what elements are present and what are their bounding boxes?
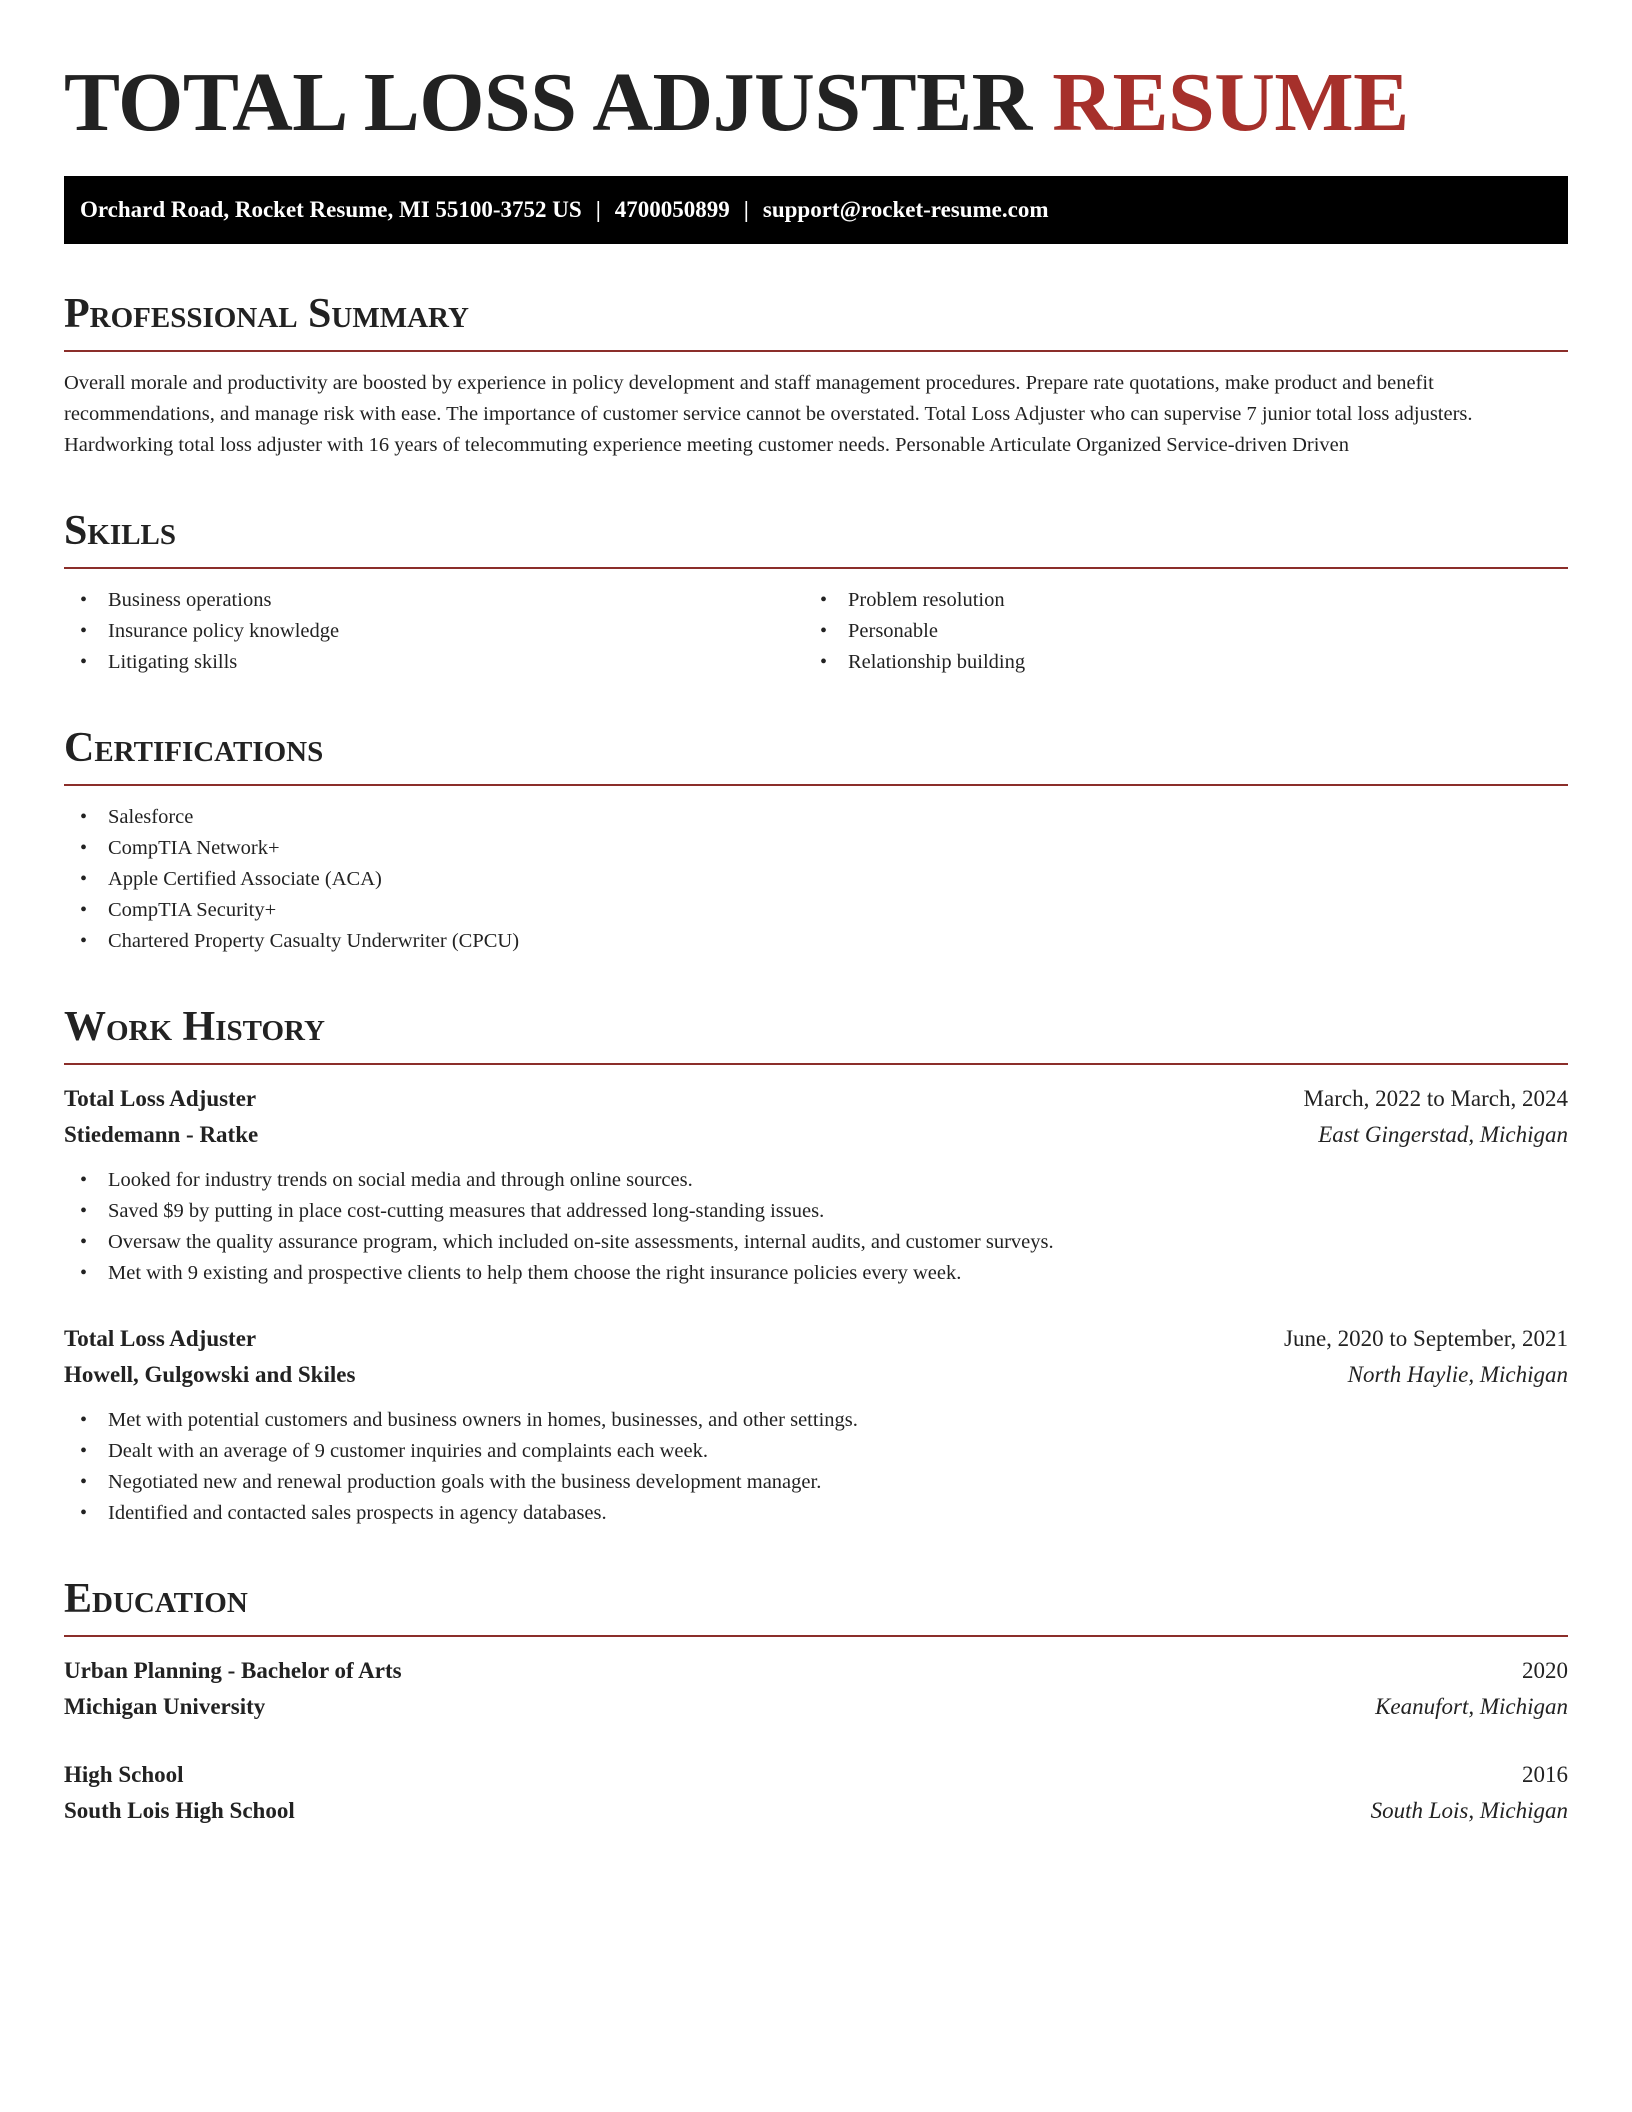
skills-list-left: [64, 585, 804, 678]
certifications-heading: Certifications: [64, 724, 1568, 786]
education-school-row: [64, 1689, 1568, 1725]
job-duty: • Dealt with an average of 9 customer inquiries and complaints each week.: [64, 1436, 1568, 1467]
education-entry: [64, 1653, 1568, 1725]
education-heading: Education: [64, 1575, 1568, 1637]
education-school-row: [64, 1793, 1568, 1829]
job-duty: • Saved $9 by putting in place cost-cutting measures that addressed long-standing issues.: [64, 1196, 1568, 1227]
education-degree: Urban Planning - Bachelor of Arts: [64, 1658, 402, 1683]
skills-list-right: [804, 585, 1544, 678]
contact-phone[interactable]: 4700050899: [614, 197, 730, 222]
job-company-row: [64, 1357, 1568, 1393]
work-history-section: [64, 1003, 1568, 1529]
job-title: Total Loss Adjuster: [64, 1086, 257, 1111]
job-duty: • Met with 9 existing and prospective clients to help them choose the right insurance policies every week.: [64, 1258, 1568, 1289]
contact-separator: |: [595, 197, 601, 222]
skill-item: • Personable: [804, 616, 1544, 647]
skill-item: • Business operations: [64, 585, 804, 616]
job-duty: • Identified and contacted sales prospects in agency databases.: [64, 1498, 1568, 1529]
summary-heading: Professional Summary: [64, 290, 1568, 352]
education-section: [64, 1575, 1568, 1829]
job-location: East Gingerstad, Michigan: [1318, 1122, 1568, 1147]
job-entry: [64, 1081, 1568, 1289]
education-degree-row: [64, 1757, 1568, 1793]
certification-item: • Salesforce: [64, 802, 1568, 833]
education-school: Michigan University: [64, 1694, 266, 1719]
job-dates: June, 2020 to September, 2021: [1284, 1326, 1568, 1351]
job-duty: • Looked for industry trends on social media and through online sources.: [64, 1165, 1568, 1196]
skills-grid: [64, 585, 1568, 678]
certification-item: • Chartered Property Casualty Underwriter (CPCU): [64, 926, 1568, 957]
skills-heading: Skills: [64, 507, 1568, 569]
job-company: Stiedemann - Ratke: [64, 1122, 259, 1147]
education-degree: High School: [64, 1762, 184, 1787]
education-year: 2020: [1522, 1658, 1568, 1683]
job-title-row: [64, 1321, 1568, 1357]
title-accent: RESUME: [1052, 56, 1409, 149]
certifications-section: [64, 724, 1568, 957]
education-school: South Lois High School: [64, 1798, 295, 1823]
education-entry: [64, 1757, 1568, 1829]
work-history-heading: Work History: [64, 1003, 1568, 1065]
education-year: 2016: [1522, 1762, 1568, 1787]
job-entry: [64, 1321, 1568, 1529]
skill-item: • Problem resolution: [804, 585, 1544, 616]
summary-section: [64, 290, 1568, 461]
job-location: North Haylie, Michigan: [1347, 1362, 1568, 1387]
skill-item: • Insurance policy knowledge: [64, 616, 804, 647]
skill-item: • Relationship building: [804, 647, 1544, 678]
certification-item: • Apple Certified Associate (ACA): [64, 864, 1568, 895]
education-location: Keanufort, Michigan: [1375, 1694, 1568, 1719]
job-duties-list: [64, 1165, 1568, 1289]
certification-item: • CompTIA Network+: [64, 833, 1568, 864]
title-main: TOTAL LOSS ADJUSTER: [64, 56, 1032, 149]
contact-separator: |: [743, 197, 749, 222]
job-company-row: [64, 1117, 1568, 1153]
job-title-row: [64, 1081, 1568, 1117]
job-dates: March, 2022 to March, 2024: [1303, 1086, 1568, 1111]
summary-text: Overall morale and productivity are boosted by experience in policy development and staff management procedures. Prepare rate quotations, make product and benefit recommendations, and manage risk with ease. The importance of customer service cannot be overstated. Total Loss Adjuster who can supervise 7 junior total loss adjusters. Hardworking total loss adjuster with 16 years of telecommuting experience meeting customer needs. Personable Articulate Organized Service-driven Driven: [64, 372, 1473, 456]
job-company: Howell, Gulgowski and Skiles: [64, 1362, 356, 1387]
contact-address: Orchard Road, Rocket Resume, MI 55100-3752 US: [80, 197, 582, 222]
job-duty: • Oversaw the quality assurance program, which included on-site assessments, internal audits, and customer surveys.: [64, 1227, 1568, 1258]
job-title: Total Loss Adjuster: [64, 1326, 257, 1351]
contact-email[interactable]: support@rocket-resume.com: [762, 197, 1049, 222]
job-duty: • Met with potential customers and business owners in homes, businesses, and other settings.: [64, 1405, 1568, 1436]
job-duties-list: [64, 1405, 1568, 1529]
education-degree-row: [64, 1653, 1568, 1689]
job-duty: • Negotiated new and renewal production goals with the business development manager.: [64, 1467, 1568, 1498]
skill-item: • Litigating skills: [64, 647, 804, 678]
certification-item: • CompTIA Security+: [64, 895, 1568, 926]
education-location: South Lois, Michigan: [1370, 1798, 1568, 1823]
contact-bar: [64, 176, 1568, 244]
skills-section: [64, 507, 1568, 678]
resume-title: [64, 55, 1568, 150]
certifications-list: [64, 802, 1568, 957]
